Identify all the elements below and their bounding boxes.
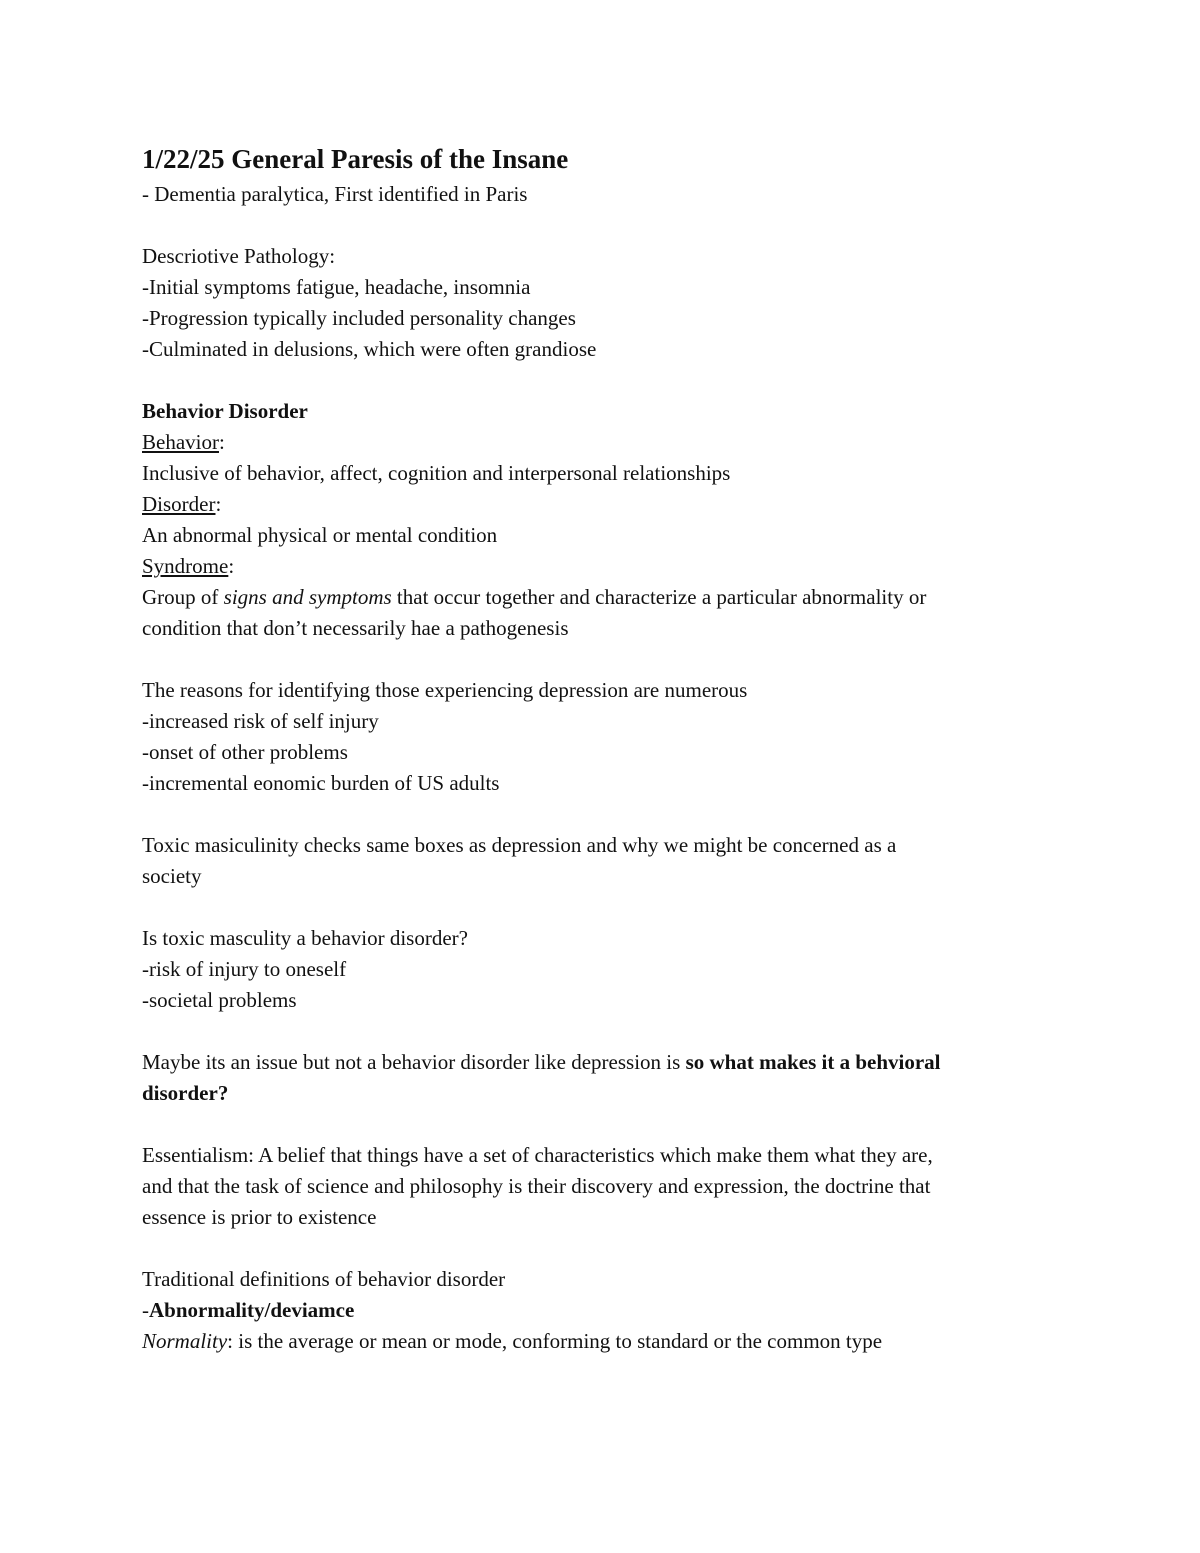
toxic-line-2: society: [142, 864, 202, 888]
spacer: [142, 365, 1062, 396]
toxic-line-1: Toxic masiculinity checks same boxes as depression and why we might be concerned as a: [142, 833, 897, 857]
pathology-item: -Progression typically included personality changes: [142, 306, 576, 330]
depression-item: -incremental eonomic burden of US adults: [142, 771, 500, 795]
behavior-definition: Inclusive of behavior, affect, cognition and interpersonal relationships: [142, 461, 731, 485]
syndrome-def-pre: Group of: [142, 585, 224, 609]
normality-term: Normality: [142, 1329, 228, 1353]
essentialism-line-3: essence is prior to existence: [142, 1205, 377, 1229]
syndrome-term-line: [142, 551, 1062, 582]
syndrome-term: Syndrome: [142, 554, 229, 578]
colon: :: [228, 554, 235, 578]
abnormality-heading: Abnormality/deviamce: [149, 1298, 355, 1322]
spacer: [142, 1233, 1062, 1264]
normality-line: [142, 1326, 1062, 1357]
question-item: -risk of injury to oneself: [142, 957, 347, 981]
dash: -: [142, 1298, 149, 1322]
spacer: [142, 799, 1062, 830]
disorder-term: Disorder: [142, 492, 216, 516]
document-title: 1/22/25 General Paresis of the Insane: [142, 144, 569, 174]
syndrome-def-italic: signs and symptoms: [223, 585, 392, 609]
maybe-line-1: [142, 1047, 1062, 1078]
behavior-term: Behavior: [142, 430, 219, 454]
syndrome-definition-cont: condition that don’t necessarily hae a pathogenesis: [142, 616, 569, 640]
maybe-line-2: disorder?: [142, 1081, 229, 1105]
document-body: [142, 141, 1062, 1357]
spacer: [142, 1109, 1062, 1140]
question-item: -societal problems: [142, 988, 297, 1012]
pathology-item: -Initial symptoms fatigue, headache, insomnia: [142, 275, 531, 299]
intro-line: - Dementia paralytica, First identified in Paris: [142, 182, 528, 206]
depression-item: -increased risk of self injury: [142, 709, 379, 733]
disorder-definition: An abnormal physical or mental condition: [142, 523, 498, 547]
colon: :: [215, 492, 222, 516]
abnormality-line: [142, 1295, 1062, 1326]
colon: :: [218, 430, 225, 454]
depression-lead: The reasons for identifying those experiencing depression are numerous: [142, 678, 748, 702]
behavior-disorder-heading: Behavior Disorder: [142, 399, 308, 423]
behavior-term-line: [142, 427, 1062, 458]
pathology-heading: Descriotive Pathology:: [142, 244, 336, 268]
essentialism-line-2: and that the task of science and philosophy is their discovery and expression, the doctrine that: [142, 1174, 931, 1198]
normality-definition: : is the average or mean or mode, conforming to standard or the common type: [227, 1329, 883, 1353]
syndrome-def-post: that occur together and characterize a particular abnormality or: [391, 585, 927, 609]
maybe-bold: so what makes it a behvioral: [685, 1050, 941, 1074]
traditional-lead: Traditional definitions of behavior disorder: [142, 1267, 506, 1291]
spacer: [142, 644, 1062, 675]
spacer: [142, 1016, 1062, 1047]
depression-item: -onset of other problems: [142, 740, 348, 764]
pathology-item: -Culminated in delusions, which were often grandiose: [142, 337, 597, 361]
maybe-plain: Maybe its an issue but not a behavior disorder like depression is: [142, 1050, 686, 1074]
syndrome-definition: [142, 582, 1062, 613]
disorder-term-line: [142, 489, 1062, 520]
spacer: [142, 210, 1062, 241]
question-lead: Is toxic masculity a behavior disorder?: [142, 926, 468, 950]
spacer: [142, 892, 1062, 923]
essentialism-line-1: Essentialism: A belief that things have a set of characteristics which make them what they are,: [142, 1143, 933, 1167]
